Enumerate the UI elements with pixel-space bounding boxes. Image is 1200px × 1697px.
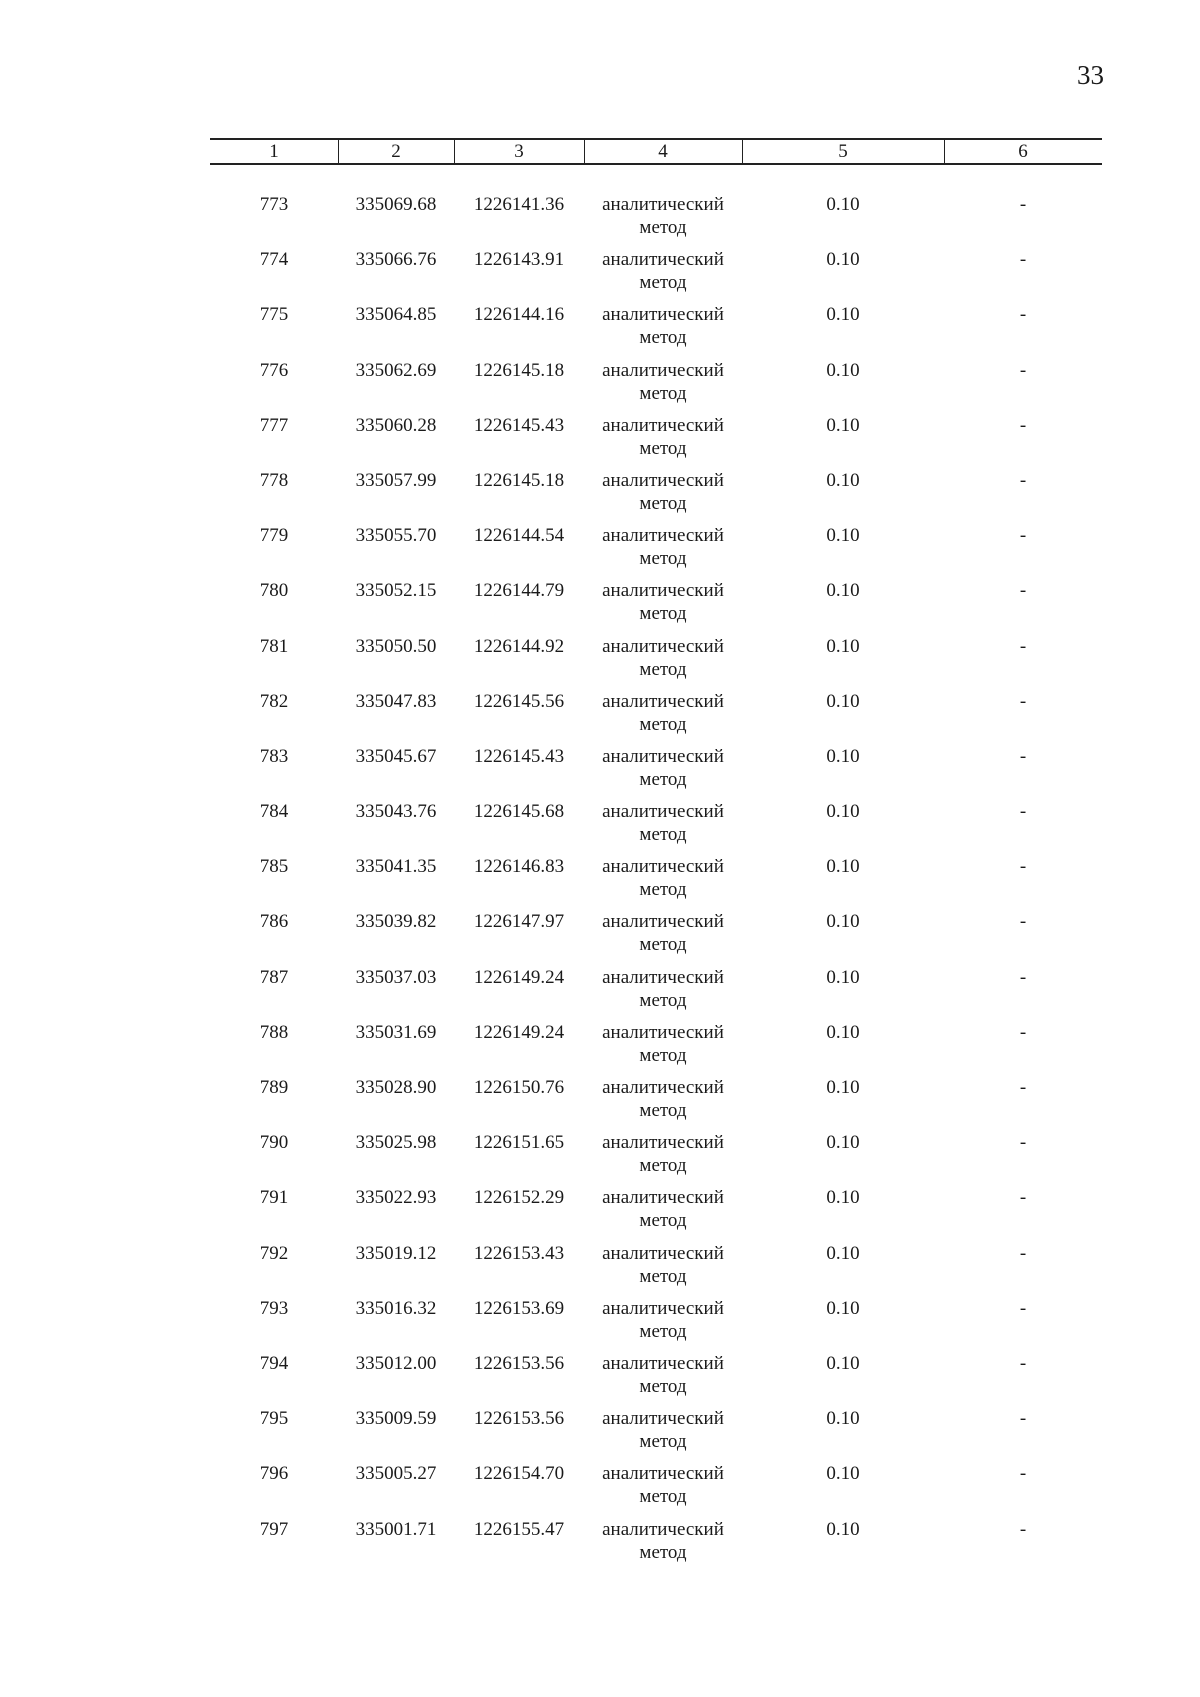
cell-method: аналитический метод xyxy=(602,414,724,459)
cell-method: аналитический метод xyxy=(602,911,724,956)
table-row xyxy=(0,414,1200,469)
cell-point-number: 797 xyxy=(259,1518,289,1540)
cell-coordinate-y: 1226152.29 xyxy=(473,1187,565,1209)
table-row xyxy=(0,910,1200,965)
cell-note: - xyxy=(1019,690,1027,712)
cell-note: - xyxy=(1019,1463,1027,1485)
table-row xyxy=(0,745,1200,800)
cell-note: - xyxy=(1019,1408,1027,1430)
cell-method: аналитический метод xyxy=(602,1297,724,1342)
cell-method: аналитический метод xyxy=(602,359,724,404)
cell-accuracy: 0.10 xyxy=(826,1352,860,1374)
cell-point-number: 784 xyxy=(259,801,289,823)
cell-point-number: 777 xyxy=(259,414,289,436)
header-col-2: 2 xyxy=(391,141,401,162)
cell-coordinate-x: 335012.00 xyxy=(355,1352,437,1374)
cell-method: аналитический метод xyxy=(602,966,724,1011)
cell-note: - xyxy=(1019,1187,1027,1209)
table-row xyxy=(0,1076,1200,1131)
table-row xyxy=(0,579,1200,634)
cell-point-number: 795 xyxy=(259,1408,289,1430)
cell-point-number: 783 xyxy=(259,745,289,767)
cell-note: - xyxy=(1019,856,1027,878)
cell-point-number: 773 xyxy=(259,194,289,215)
cell-note: - xyxy=(1019,249,1027,271)
cell-accuracy: 0.10 xyxy=(826,469,860,491)
cell-accuracy: 0.10 xyxy=(826,966,860,988)
cell-point-number: 785 xyxy=(259,856,289,878)
table-row xyxy=(0,1186,1200,1241)
cell-coordinate-y: 1226141.36 xyxy=(473,194,565,215)
table-row xyxy=(0,524,1200,579)
cell-coordinate-y: 1226149.24 xyxy=(473,1021,565,1043)
cell-method: аналитический метод xyxy=(602,1021,724,1066)
cell-note: - xyxy=(1019,414,1027,436)
cell-coordinate-y: 1226151.65 xyxy=(473,1132,565,1154)
table-row xyxy=(0,1462,1200,1517)
cell-point-number: 782 xyxy=(259,690,289,712)
table-row xyxy=(0,1131,1200,1186)
cell-coordinate-x: 335005.27 xyxy=(355,1463,437,1485)
cell-point-number: 780 xyxy=(259,580,289,602)
header-col-3: 3 xyxy=(514,141,524,162)
cell-point-number: 774 xyxy=(259,249,289,271)
cell-coordinate-y: 1226149.24 xyxy=(473,966,565,988)
cell-coordinate-x: 335028.90 xyxy=(355,1077,437,1098)
table-row xyxy=(0,1242,1200,1297)
cell-method: аналитический метод xyxy=(602,1463,724,1508)
cell-coordinate-x: 335064.85 xyxy=(355,304,437,326)
table-row xyxy=(0,1297,1200,1352)
table-row xyxy=(0,690,1200,745)
cell-accuracy: 0.10 xyxy=(826,745,860,767)
cell-method: аналитический метод xyxy=(602,856,724,901)
cell-method: аналитический метод xyxy=(602,580,724,625)
cell-accuracy: 0.10 xyxy=(826,1408,860,1430)
cell-accuracy: 0.10 xyxy=(826,1463,860,1485)
cell-point-number: 778 xyxy=(259,469,289,491)
cell-method: аналитический метод xyxy=(602,801,724,846)
cell-coordinate-x: 335041.35 xyxy=(355,856,437,878)
cell-coordinate-x: 335057.99 xyxy=(355,469,437,491)
cell-point-number: 793 xyxy=(259,1297,289,1319)
cell-coordinate-y: 1226145.68 xyxy=(473,801,565,823)
cell-point-number: 776 xyxy=(259,359,289,381)
cell-coordinate-y: 1226154.70 xyxy=(473,1463,565,1485)
cell-note: - xyxy=(1019,1077,1027,1098)
cell-note: - xyxy=(1019,304,1027,326)
cell-coordinate-x: 335043.76 xyxy=(355,801,437,823)
cell-point-number: 779 xyxy=(259,525,289,547)
cell-coordinate-y: 1226153.43 xyxy=(473,1242,565,1264)
cell-note: - xyxy=(1019,1352,1027,1374)
cell-point-number: 781 xyxy=(259,635,289,657)
cell-accuracy: 0.10 xyxy=(826,911,860,933)
cell-note: - xyxy=(1019,966,1027,988)
cell-accuracy: 0.10 xyxy=(826,635,860,657)
cell-note: - xyxy=(1019,635,1027,657)
table-row xyxy=(0,800,1200,855)
cell-coordinate-x: 335060.28 xyxy=(355,414,437,436)
cell-point-number: 796 xyxy=(259,1463,289,1485)
cell-coordinate-x: 335052.15 xyxy=(355,580,437,602)
cell-coordinate-y: 1226144.16 xyxy=(473,304,565,326)
cell-note: - xyxy=(1019,1518,1027,1540)
cell-coordinate-y: 1226145.18 xyxy=(473,359,565,381)
cell-coordinate-x: 335039.82 xyxy=(355,911,437,933)
cell-accuracy: 0.10 xyxy=(826,1518,860,1540)
cell-note: - xyxy=(1019,469,1027,491)
cell-coordinate-x: 335031.69 xyxy=(355,1021,437,1043)
cell-accuracy: 0.10 xyxy=(826,1077,860,1098)
cell-point-number: 775 xyxy=(259,304,289,326)
cell-method: аналитический метод xyxy=(602,469,724,514)
cell-coordinate-y: 1226143.91 xyxy=(473,249,565,271)
cell-accuracy: 0.10 xyxy=(826,580,860,602)
cell-accuracy: 0.10 xyxy=(826,304,860,326)
cell-accuracy: 0.10 xyxy=(826,1297,860,1319)
cell-coordinate-x: 335066.76 xyxy=(355,249,437,271)
table-row xyxy=(0,1352,1200,1407)
header-col-5: 5 xyxy=(838,141,848,162)
cell-note: - xyxy=(1019,1021,1027,1043)
cell-coordinate-x: 335009.59 xyxy=(355,1408,437,1430)
cell-method: аналитический метод xyxy=(602,1518,724,1563)
header-col-1: 1 xyxy=(269,141,279,162)
cell-point-number: 789 xyxy=(259,1077,289,1098)
header-bottom-rule xyxy=(210,163,1102,165)
cell-note: - xyxy=(1019,745,1027,767)
table-row xyxy=(0,635,1200,690)
table-row xyxy=(0,248,1200,303)
cell-method: аналитический метод xyxy=(602,1242,724,1287)
cell-accuracy: 0.10 xyxy=(826,1132,860,1154)
table-body xyxy=(0,193,1200,1573)
table-row xyxy=(0,1021,1200,1076)
table-row xyxy=(0,193,1200,248)
cell-method: аналитический метод xyxy=(602,194,724,238)
cell-accuracy: 0.10 xyxy=(826,1021,860,1043)
page-number: 33 xyxy=(1077,60,1104,90)
cell-method: аналитический метод xyxy=(602,1408,724,1453)
cell-coordinate-x: 335045.67 xyxy=(355,745,437,767)
header-col-6: 6 xyxy=(1018,141,1028,162)
cell-coordinate-x: 335001.71 xyxy=(355,1518,437,1540)
cell-accuracy: 0.10 xyxy=(826,249,860,271)
table-row xyxy=(0,359,1200,414)
cell-coordinate-y: 1226145.43 xyxy=(473,414,565,436)
cell-coordinate-y: 1226144.79 xyxy=(473,580,565,602)
cell-coordinate-x: 335062.69 xyxy=(355,359,437,381)
cell-method: аналитический метод xyxy=(602,690,724,735)
cell-accuracy: 0.10 xyxy=(826,856,860,878)
cell-point-number: 786 xyxy=(259,911,289,933)
cell-coordinate-x: 335025.98 xyxy=(355,1132,437,1154)
cell-coordinate-x: 335022.93 xyxy=(355,1187,437,1209)
cell-coordinate-y: 1226145.18 xyxy=(473,469,565,491)
cell-point-number: 790 xyxy=(259,1132,289,1154)
cell-method: аналитический метод xyxy=(602,304,724,349)
cell-note: - xyxy=(1019,801,1027,823)
cell-note: - xyxy=(1019,525,1027,547)
cell-coordinate-x: 335050.50 xyxy=(355,635,437,657)
table-row xyxy=(0,1518,1200,1573)
cell-note: - xyxy=(1019,1297,1027,1319)
table-row xyxy=(0,855,1200,910)
cell-point-number: 792 xyxy=(259,1242,289,1264)
cell-coordinate-y: 1226145.56 xyxy=(473,690,565,712)
cell-method: аналитический метод xyxy=(602,635,724,680)
cell-note: - xyxy=(1019,911,1027,933)
cell-accuracy: 0.10 xyxy=(826,525,860,547)
table-row xyxy=(0,1407,1200,1462)
cell-accuracy: 0.10 xyxy=(826,359,860,381)
cell-point-number: 791 xyxy=(259,1187,289,1209)
cell-note: - xyxy=(1019,1242,1027,1264)
cell-coordinate-y: 1226147.97 xyxy=(473,911,565,933)
cell-accuracy: 0.10 xyxy=(826,414,860,436)
cell-point-number: 787 xyxy=(259,966,289,988)
table-row xyxy=(0,966,1200,1021)
cell-accuracy: 0.10 xyxy=(826,1187,860,1209)
cell-note: - xyxy=(1019,359,1027,381)
cell-coordinate-y: 1226153.56 xyxy=(473,1352,565,1374)
table-row xyxy=(0,469,1200,524)
cell-accuracy: 0.10 xyxy=(826,801,860,823)
header-col-4: 4 xyxy=(658,141,668,162)
cell-accuracy: 0.10 xyxy=(826,194,860,215)
cell-coordinate-x: 335055.70 xyxy=(355,525,437,547)
cell-coordinate-x: 335016.32 xyxy=(355,1297,437,1319)
cell-coordinate-x: 335037.03 xyxy=(355,966,437,988)
cell-coordinate-x: 335069.68 xyxy=(355,194,437,215)
cell-method: аналитический метод xyxy=(602,1187,724,1232)
cell-coordinate-y: 1226146.83 xyxy=(473,856,565,878)
cell-method: аналитический метод xyxy=(602,525,724,570)
cell-accuracy: 0.10 xyxy=(826,1242,860,1264)
cell-note: - xyxy=(1019,1132,1027,1154)
table-row xyxy=(0,303,1200,358)
cell-method: аналитический метод xyxy=(602,745,724,790)
cell-coordinate-y: 1226144.92 xyxy=(473,635,565,657)
cell-accuracy: 0.10 xyxy=(826,690,860,712)
cell-method: аналитический метод xyxy=(602,1132,724,1177)
cell-point-number: 794 xyxy=(259,1352,289,1374)
cell-coordinate-y: 1226144.54 xyxy=(473,525,565,547)
cell-coordinate-y: 1226153.56 xyxy=(473,1408,565,1430)
cell-method: аналитический метод xyxy=(602,1352,724,1397)
cell-coordinate-y: 1226145.43 xyxy=(473,745,565,767)
cell-coordinate-x: 335019.12 xyxy=(355,1242,437,1264)
cell-method: аналитический метод xyxy=(602,249,724,294)
cell-coordinate-y: 1226150.76 xyxy=(473,1077,565,1098)
cell-method: аналитический метод xyxy=(602,1077,724,1121)
cell-coordinate-y: 1226155.47 xyxy=(473,1518,565,1540)
cell-point-number: 788 xyxy=(259,1021,289,1043)
cell-note: - xyxy=(1019,194,1027,215)
cell-coordinate-y: 1226153.69 xyxy=(473,1297,565,1319)
cell-coordinate-x: 335047.83 xyxy=(355,690,437,712)
cell-note: - xyxy=(1019,580,1027,602)
